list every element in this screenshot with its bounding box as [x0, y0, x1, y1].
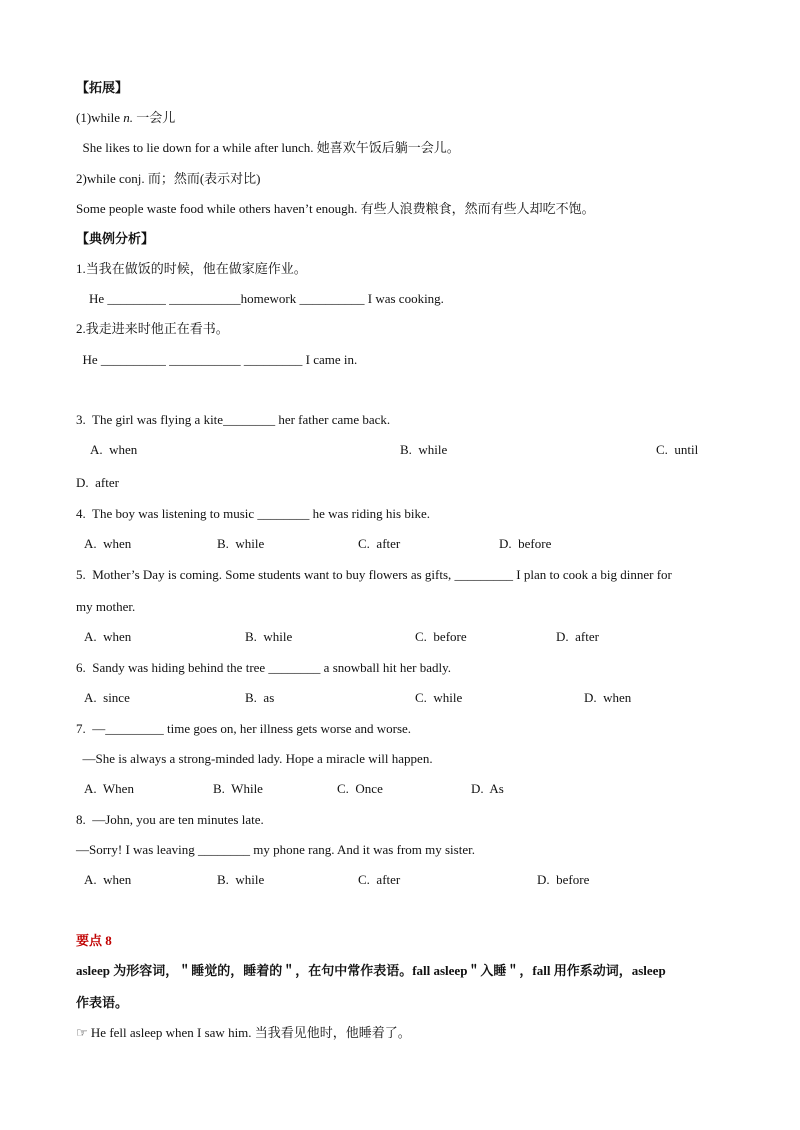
point-8-heading: 要点 8 — [76, 933, 112, 948]
analysis-heading: 【典例分析】 — [76, 231, 155, 246]
question-3: 3. The girl was flying a kite________ her father came back. — [76, 412, 391, 427]
q8-option-d: D. before — [537, 872, 590, 887]
q8-option-c: C. after — [358, 872, 401, 887]
extension-item-1 — [76, 109, 175, 127]
item1-prefix: (1)while — [76, 110, 124, 125]
question-2: 2.我走进来时他正在看书。 — [76, 321, 229, 336]
q3-option-d: D. after — [76, 475, 119, 490]
extension-heading: 【拓展】 — [76, 80, 129, 95]
q5-option-c: C. before — [415, 629, 467, 644]
q7-option-c: C. Once — [337, 781, 383, 796]
q4-option-a: A. when — [84, 536, 132, 551]
q4-option-d: D. before — [499, 536, 552, 551]
question-7-line-2: —She is always a strong-minded lady. Hope a miracle will happen. — [76, 751, 433, 766]
q6-option-b: B. as — [245, 690, 275, 705]
q4-option-b: B. while — [217, 536, 265, 551]
q6-option-c: C. while — [415, 690, 463, 705]
q7-option-a: A. When — [84, 781, 134, 796]
q6-option-d: D. when — [584, 690, 632, 705]
question-8-line-1: 8. —John, you are ten minutes late. — [76, 812, 264, 827]
q3-option-a: A. when — [90, 442, 138, 457]
item1-meaning: 一会儿 — [133, 110, 176, 125]
question-4: 4. The boy was listening to music ________ he was riding his bike. — [76, 506, 430, 521]
extension-item-1-example: She likes to lie down for a while after lunch. 她喜欢午饭后躺一会儿。 — [76, 140, 460, 155]
question-5-line-2: my mother. — [76, 599, 136, 614]
point-8-rule-line-1: asleep 为形容词，＂睡觉的，睡着的＂，在句中常作表语。fall asleep＂入睡＂，fall 用作系动词，asleep — [76, 963, 666, 978]
q8-option-b: B. while — [217, 872, 265, 887]
extension-item-2: 2)while conj. 而；然而(表示对比) — [76, 171, 261, 186]
point-8-example: ☞ He fell asleep when I saw him. 当我看见他时，他睡着了。 — [76, 1025, 411, 1040]
question-8-line-2: —Sorry! I was leaving ________ my phone rang. And it was from my sister. — [76, 842, 475, 857]
item1-pos: n. — [123, 110, 134, 125]
question-1-blanks: He _________ ___________homework __________ I was cooking. — [76, 291, 444, 306]
q4-option-c: C. after — [358, 536, 401, 551]
q5-option-d: D. after — [556, 629, 599, 644]
q8-option-a: A. when — [84, 872, 132, 887]
question-1: 1.当我在做饭的时候，他在做家庭作业。 — [76, 261, 307, 276]
question-5-line-1: 5. Mother’s Day is coming. Some students want to buy flowers as gifts, _________ I plan to cook a big dinner for — [76, 567, 672, 582]
q3-option-b: B. while — [400, 442, 448, 457]
q6-option-a: A. since — [84, 690, 130, 705]
point-8-rule-line-2: 作表语。 — [76, 995, 129, 1010]
question-2-blanks: He __________ ___________ _________ I came in. — [76, 352, 358, 367]
q7-option-d: D. As — [471, 781, 504, 796]
q3-option-c: C. until — [656, 442, 699, 457]
question-7-line-1: 7. —_________ time goes on, her illness gets worse and worse. — [76, 721, 412, 736]
q5-option-a: A. when — [84, 629, 132, 644]
q5-option-b: B. while — [245, 629, 293, 644]
q7-option-b: B. While — [213, 781, 263, 796]
question-6: 6. Sandy was hiding behind the tree ________ a snowball hit her badly. — [76, 660, 452, 675]
extension-item-2-example: Some people waste food while others haven’t enough. 有些人浪费粮食，然而有些人却吃不饱。 — [76, 201, 595, 216]
